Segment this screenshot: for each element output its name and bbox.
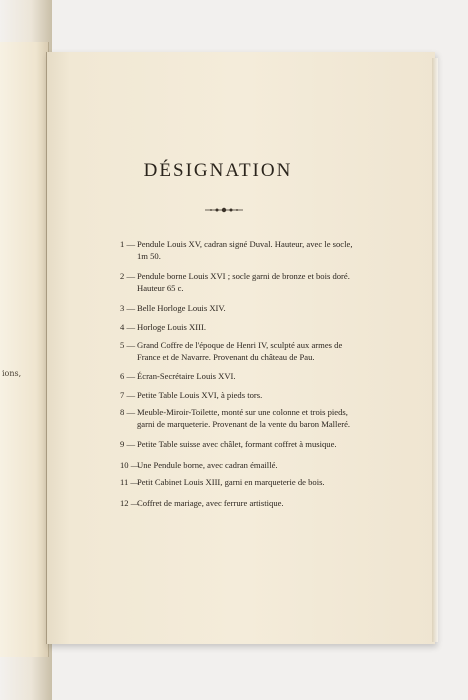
- item-description: Écran-Secrétaire Louis XVI.: [137, 371, 236, 381]
- item-description: Meuble-Miroir-Toilette, monté sur une colonne et trois pieds, garni de marqueterie. Provenant de la vente du baron Malleré.: [137, 407, 351, 429]
- list-item: [120, 498, 356, 510]
- list-item: [120, 460, 356, 472]
- list-item: [120, 239, 356, 262]
- list-item: [120, 271, 356, 294]
- item-number: 1 —: [120, 239, 136, 249]
- item-description: Petite Table suisse avec châlet, formant coffret à musique.: [137, 439, 337, 449]
- list-item: [120, 322, 356, 334]
- item-description: Grand Coffre de l'époque de Henri IV, sculpté aux armes de France et de Navarre. Provenant du château de Pau.: [137, 340, 343, 362]
- left-page-text-fragment: ions,: [2, 369, 22, 378]
- item-number: 9 —: [120, 439, 136, 449]
- item-number: 5 —: [120, 340, 136, 350]
- item-number: 4 —: [120, 321, 136, 332]
- item-description: Horloge Louis XIII.: [137, 321, 206, 332]
- item-description: Pendule Louis XV, cadran signé Duval. Hauteur, avec le socle, 1m 50.: [137, 239, 353, 261]
- item-number: 3 —: [120, 303, 136, 313]
- list-item: [120, 390, 356, 402]
- item-description: Petite Table Louis XVI, à pieds tors.: [137, 389, 263, 400]
- list-item: [120, 303, 356, 315]
- item-number: 8 —: [120, 407, 136, 417]
- item-number: 6 —: [120, 371, 136, 381]
- item-number: 11 —: [120, 477, 140, 487]
- list-item: [120, 407, 356, 430]
- item-description: Une Pendule borne, avec cadran émaillé.: [137, 459, 278, 470]
- ornament-divider: [205, 206, 243, 214]
- designation-list: [120, 239, 356, 509]
- page-edge: [432, 58, 438, 642]
- item-description: Pendule borne Louis XVI ; socle garni de bronze et bois doré. Hauteur 65 c.: [137, 271, 350, 293]
- item-number: 2 —: [120, 271, 136, 281]
- item-description: Belle Horloge Louis XIV.: [137, 303, 226, 313]
- left-page: [0, 42, 49, 657]
- item-description: Petit Cabinet Louis XIII, garni en marqueterie de bois.: [137, 477, 325, 487]
- item-number: 12 —: [120, 497, 140, 508]
- item-number: 7 —: [120, 389, 136, 400]
- page-title: DÉSIGNATION: [143, 160, 293, 181]
- list-item: [120, 477, 356, 489]
- item-number: 10 —: [120, 459, 140, 470]
- list-item: [120, 439, 356, 451]
- list-item: [120, 340, 356, 363]
- item-description: Coffret de mariage, avec ferrure artistique.: [137, 497, 284, 508]
- list-item: [120, 371, 356, 383]
